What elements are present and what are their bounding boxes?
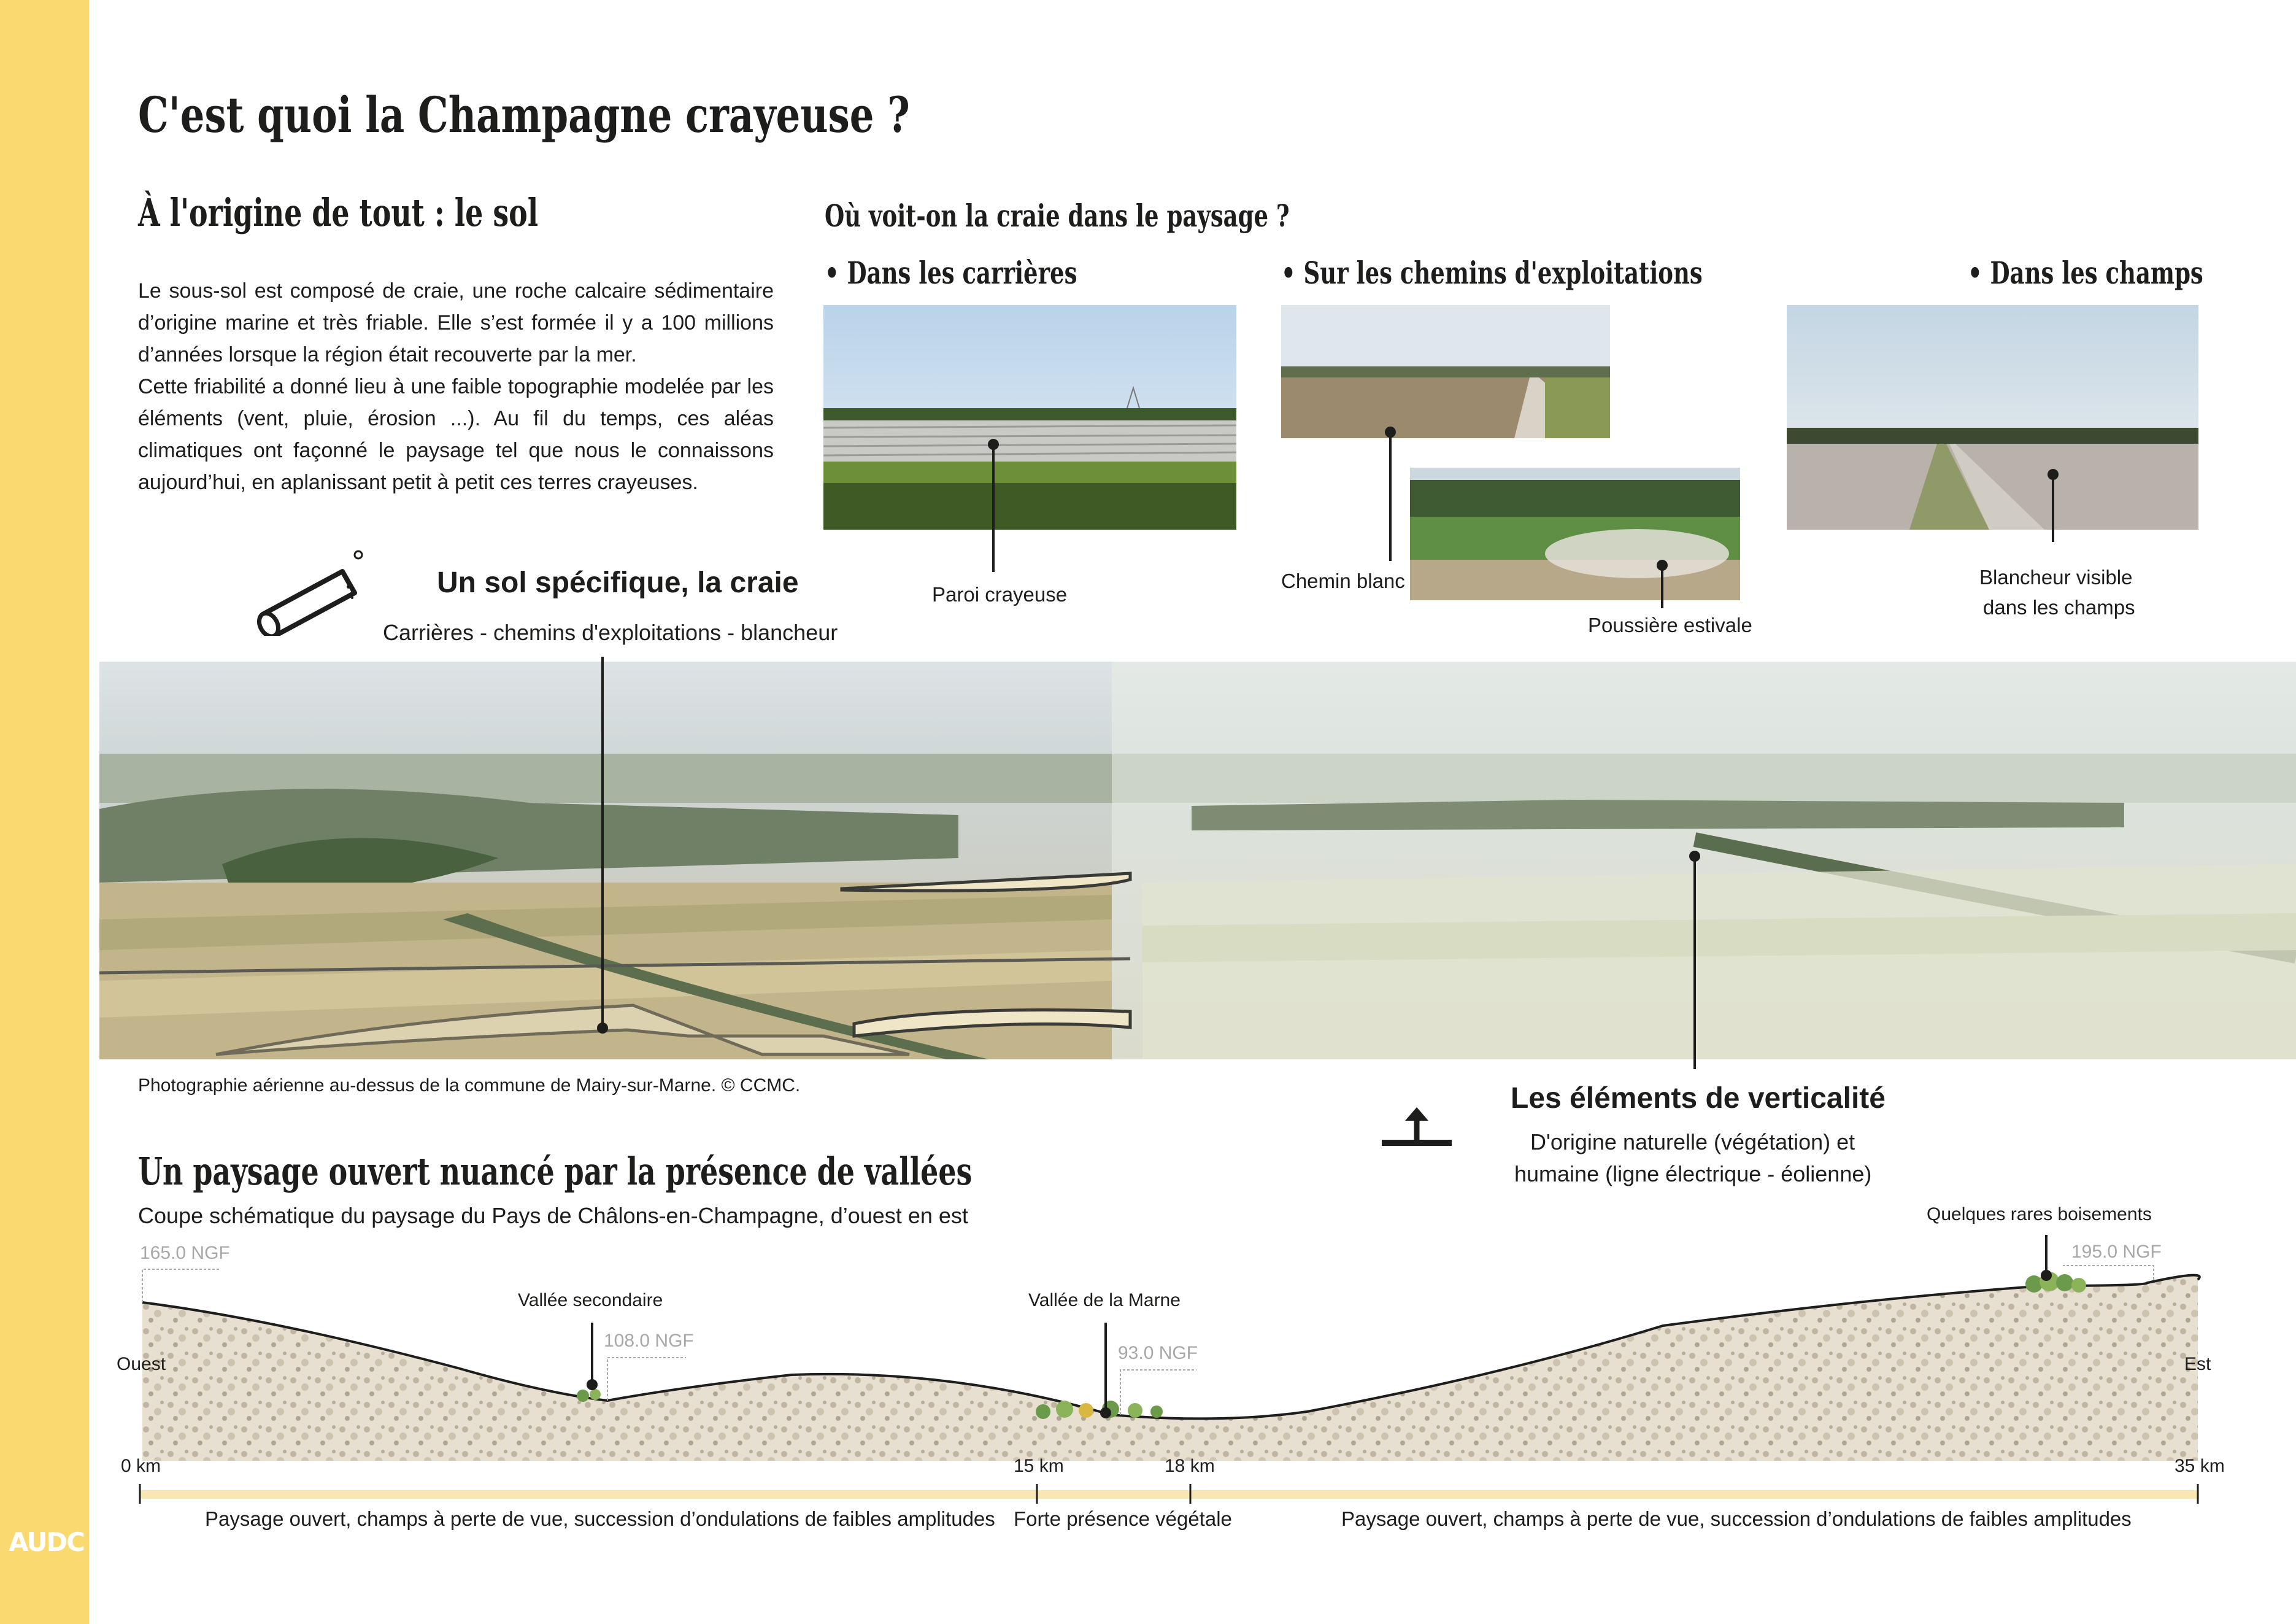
soil-description [138, 275, 774, 498]
dust-photo [1410, 468, 1740, 600]
ngf-label-marne: 93.0 NGF [1118, 1343, 1198, 1363]
fields-heading: • Dans les champs [1968, 255, 2203, 291]
zone-1-label: Paysage ouvert, champs à perte de vue, succession d’ondulations de faibles amplitudes [205, 1507, 995, 1530]
km-35-label: 35 km [2175, 1456, 2225, 1476]
landscape-heading: Un paysage ouvert nuancé par la présence de vallées [138, 1149, 973, 1194]
paths-heading: • Sur les chemins d'exploitations [1281, 255, 1703, 291]
chemin-leader-line [1389, 432, 1392, 561]
km-15-label: 15 km [1014, 1456, 1064, 1476]
chalk-callout-title: Un sol spécifique, la craie [437, 566, 799, 599]
where-heading: Où voit-on la craie dans le paysage ? [825, 198, 1290, 234]
aerial-photo [99, 662, 2296, 1059]
field-photo [1787, 305, 2198, 530]
path-photo [1281, 305, 1610, 438]
km-0-label: 0 km [121, 1456, 161, 1476]
verticality-line-2: humaine (ligne électrique - éolienne) [1514, 1161, 1872, 1186]
blancheur-caption-line-1: Blancheur visible [1979, 566, 2133, 589]
paroi-leader-line [992, 444, 995, 572]
soil-paragraph-2: Cette friabilité a donné lieu à une faible topographie modelée par les éléments (vent, pluie, érosion ...). Au fil du temps, ces aléas climatiques ont façonné le paysage tel que nous le connaissons aujourd’hui, en aplanissant petit à petit ces terres crayeuses. [138, 375, 774, 494]
soil-paragraph-1: Le sous-sol est composé de craie, une roche calcaire sédimentaire d’origine marine et très friable. Elle s’est formée il y a 100 millions d’années lorsque la région était recouverte par la mer. [138, 279, 774, 366]
aerial-credit: Photographie aérienne au-dessus de la commune de Mairy-sur-Marne. © CCMC. [138, 1075, 801, 1096]
label-vallee-marne: Vallée de la Marne [1028, 1290, 1181, 1310]
zone-3-label: Paysage ouvert, champs à perte de vue, succession d’ondulations de faibles amplitudes [1341, 1507, 2132, 1530]
chalk-leader-line [601, 657, 604, 1025]
ngf-label-left: 165.0 NGF [140, 1243, 230, 1263]
verticality-title: Les éléments de verticalité [1511, 1082, 1886, 1115]
page-title: C'est quoi la Champagne crayeuse ? [138, 86, 910, 144]
sidebar-band [0, 0, 89, 1624]
chalk-aerial-marker [597, 1023, 608, 1034]
quarries-heading: • Dans les carrières [825, 255, 1077, 291]
quarry-photo [823, 305, 1236, 530]
ngf-label-right: 195.0 NGF [2071, 1242, 2162, 1262]
soil-heading: À l'origine de tout : le sol [138, 190, 539, 235]
chalk-stick-icon [250, 550, 367, 636]
km-18-label: 18 km [1165, 1456, 1215, 1476]
blancheur-leader-line [2052, 474, 2054, 542]
chalk-callout-subtitle: Carrières - chemins d'exploitations - blancheur [383, 620, 838, 645]
verticality-line-1: D'origine naturelle (végétation) et [1530, 1129, 1855, 1154]
poussiere-leader-line [1661, 565, 1663, 608]
label-est: Est [2184, 1354, 2211, 1374]
label-ouest: Ouest [117, 1354, 166, 1374]
label-vallee-secondaire: Vallée secondaire [518, 1290, 663, 1310]
logo: AUDC [9, 1527, 85, 1557]
paroi-caption: Paroi crayeuse [932, 583, 1068, 606]
zone-2-label: Forte présence végétale [1014, 1507, 1232, 1530]
poussiere-caption: Poussière estivale [1588, 614, 1752, 636]
landscape-subtitle: Coupe schématique du paysage du Pays de Châlons-en-Champagne, d’ouest en est [138, 1203, 968, 1228]
label-boisements: Quelques rares boisements [1927, 1204, 2152, 1224]
blancheur-caption-line-2: dans les champs [1983, 596, 2135, 619]
verticality-icon [1382, 1105, 1455, 1148]
ngf-label-vallee-secondaire: 108.0 NGF [604, 1331, 694, 1351]
verticality-leader-line [1693, 856, 1696, 1069]
chemin-caption: Chemin blanc [1281, 570, 1405, 592]
